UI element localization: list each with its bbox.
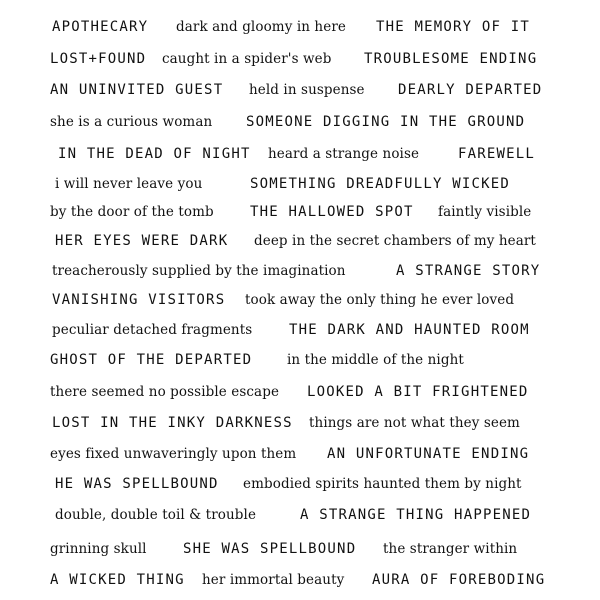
phrase-no-possible-escape: there seemed no possible escape <box>50 384 280 400</box>
phrase-row <box>0 382 600 402</box>
phrase-stranger-within: the stranger within <box>383 541 518 557</box>
phrase-never-leave-you: i will never leave you <box>55 176 203 192</box>
phrase-inky-darkness: LOST IN THE INKY DARKNESS <box>52 415 293 431</box>
phrase-curious-woman: she is a curious woman <box>50 114 213 130</box>
phrase-eyes-fixed: eyes fixed unwaveringly upon them <box>50 446 297 462</box>
phrase-wicked-thing: A WICKED THING <box>50 572 185 588</box>
phrase-faintly-visible: faintly visible <box>438 204 532 220</box>
phrase-row <box>0 505 600 525</box>
phrase-held-in-suspense: held in suspense <box>249 82 365 98</box>
phrase-row <box>0 444 600 464</box>
phrase-dark-haunted-room: THE DARK AND HAUNTED ROOM <box>289 322 530 338</box>
phrase-strange-thing-happened: A STRANGE THING HAPPENED <box>300 507 532 523</box>
phrase-not-what-they-seem: things are not what they seem <box>309 415 520 431</box>
phrase-dark-and-gloomy: dark and gloomy in here <box>176 19 346 35</box>
phrase-row <box>0 261 600 281</box>
phrase-farewell: FAREWELL <box>458 146 536 162</box>
phrase-detached-fragments: peculiar detached fragments <box>52 322 253 338</box>
phrase-row <box>0 49 600 69</box>
phrase-bit-frightened: LOOKED A BIT FRIGHTENED <box>307 384 529 400</box>
phrase-row <box>0 174 600 194</box>
phrase-only-thing-he-loved: took away the only thing he ever loved <box>245 292 515 308</box>
phrase-digging-in-ground: SOMEONE DIGGING IN THE GROUND <box>246 114 526 130</box>
phrase-she-was-spellbound: SHE WAS SPELLBOUND <box>183 541 357 557</box>
phrase-troublesome-ending: TROUBLESOME ENDING <box>364 51 538 67</box>
phrase-uninvited-guest: AN UNINVITED GUEST <box>50 82 224 98</box>
phrase-row <box>0 80 600 100</box>
phrase-row <box>0 112 600 132</box>
phrase-lost-found: LOST+FOUND <box>50 51 147 67</box>
phrase-immortal-beauty: her immortal beauty <box>202 572 345 588</box>
phrase-dearly-departed: DEARLY DEPARTED <box>398 82 543 98</box>
phrase-vanishing-visitors: VANISHING VISITORS <box>52 292 226 308</box>
phrase-row <box>0 144 600 164</box>
phrase-row <box>0 202 600 222</box>
phrase-eyes-were-dark: HER EYES WERE DARK <box>55 233 229 249</box>
phrase-strange-noise: heard a strange noise <box>268 146 420 162</box>
phrase-row <box>0 539 600 559</box>
phrase-row <box>0 290 600 310</box>
phrase-ghost-of-departed: GHOST OF THE DEPARTED <box>50 352 253 368</box>
phrase-aura-of-foreboding: AURA OF FOREBODING <box>372 572 546 588</box>
phrase-double-toil: double, double toil & trouble <box>55 507 257 523</box>
phrase-he-was-spellbound: HE WAS SPELLBOUND <box>55 476 219 492</box>
phrase-hallowed-spot: THE HALLOWED SPOT <box>250 204 414 220</box>
phrase-door-of-tomb: by the door of the tomb <box>50 204 214 220</box>
phrase-unfortunate-ending: AN UNFORTUNATE ENDING <box>327 446 530 462</box>
phrase-dreadfully-wicked: SOMETHING DREADFULLY WICKED <box>250 176 510 192</box>
phrase-apothecary: APOTHECARY <box>52 19 149 35</box>
phrase-middle-of-night: in the middle of the night <box>287 352 464 368</box>
phrase-treacherously-supplied: treacherously supplied by the imagination <box>52 263 346 279</box>
phrase-row <box>0 17 600 37</box>
phrase-row <box>0 231 600 251</box>
phrase-dead-of-night: IN THE DEAD OF NIGHT <box>58 146 251 162</box>
phrase-secret-chambers: deep in the secret chambers of my heart <box>254 233 536 249</box>
phrase-row <box>0 570 600 590</box>
phrase-row <box>0 350 600 370</box>
phrase-row <box>0 320 600 340</box>
phrase-memory-of-it: THE MEMORY OF IT <box>376 19 531 35</box>
phrase-strange-story: A STRANGE STORY <box>396 263 541 279</box>
phrase-grinning-skull: grinning skull <box>50 541 147 557</box>
phrase-row <box>0 413 600 433</box>
phrase-spiders-web: caught in a spider's web <box>162 51 332 67</box>
phrase-embodied-spirits: embodied spirits haunted them by night <box>243 476 522 492</box>
phrase-row <box>0 474 600 494</box>
